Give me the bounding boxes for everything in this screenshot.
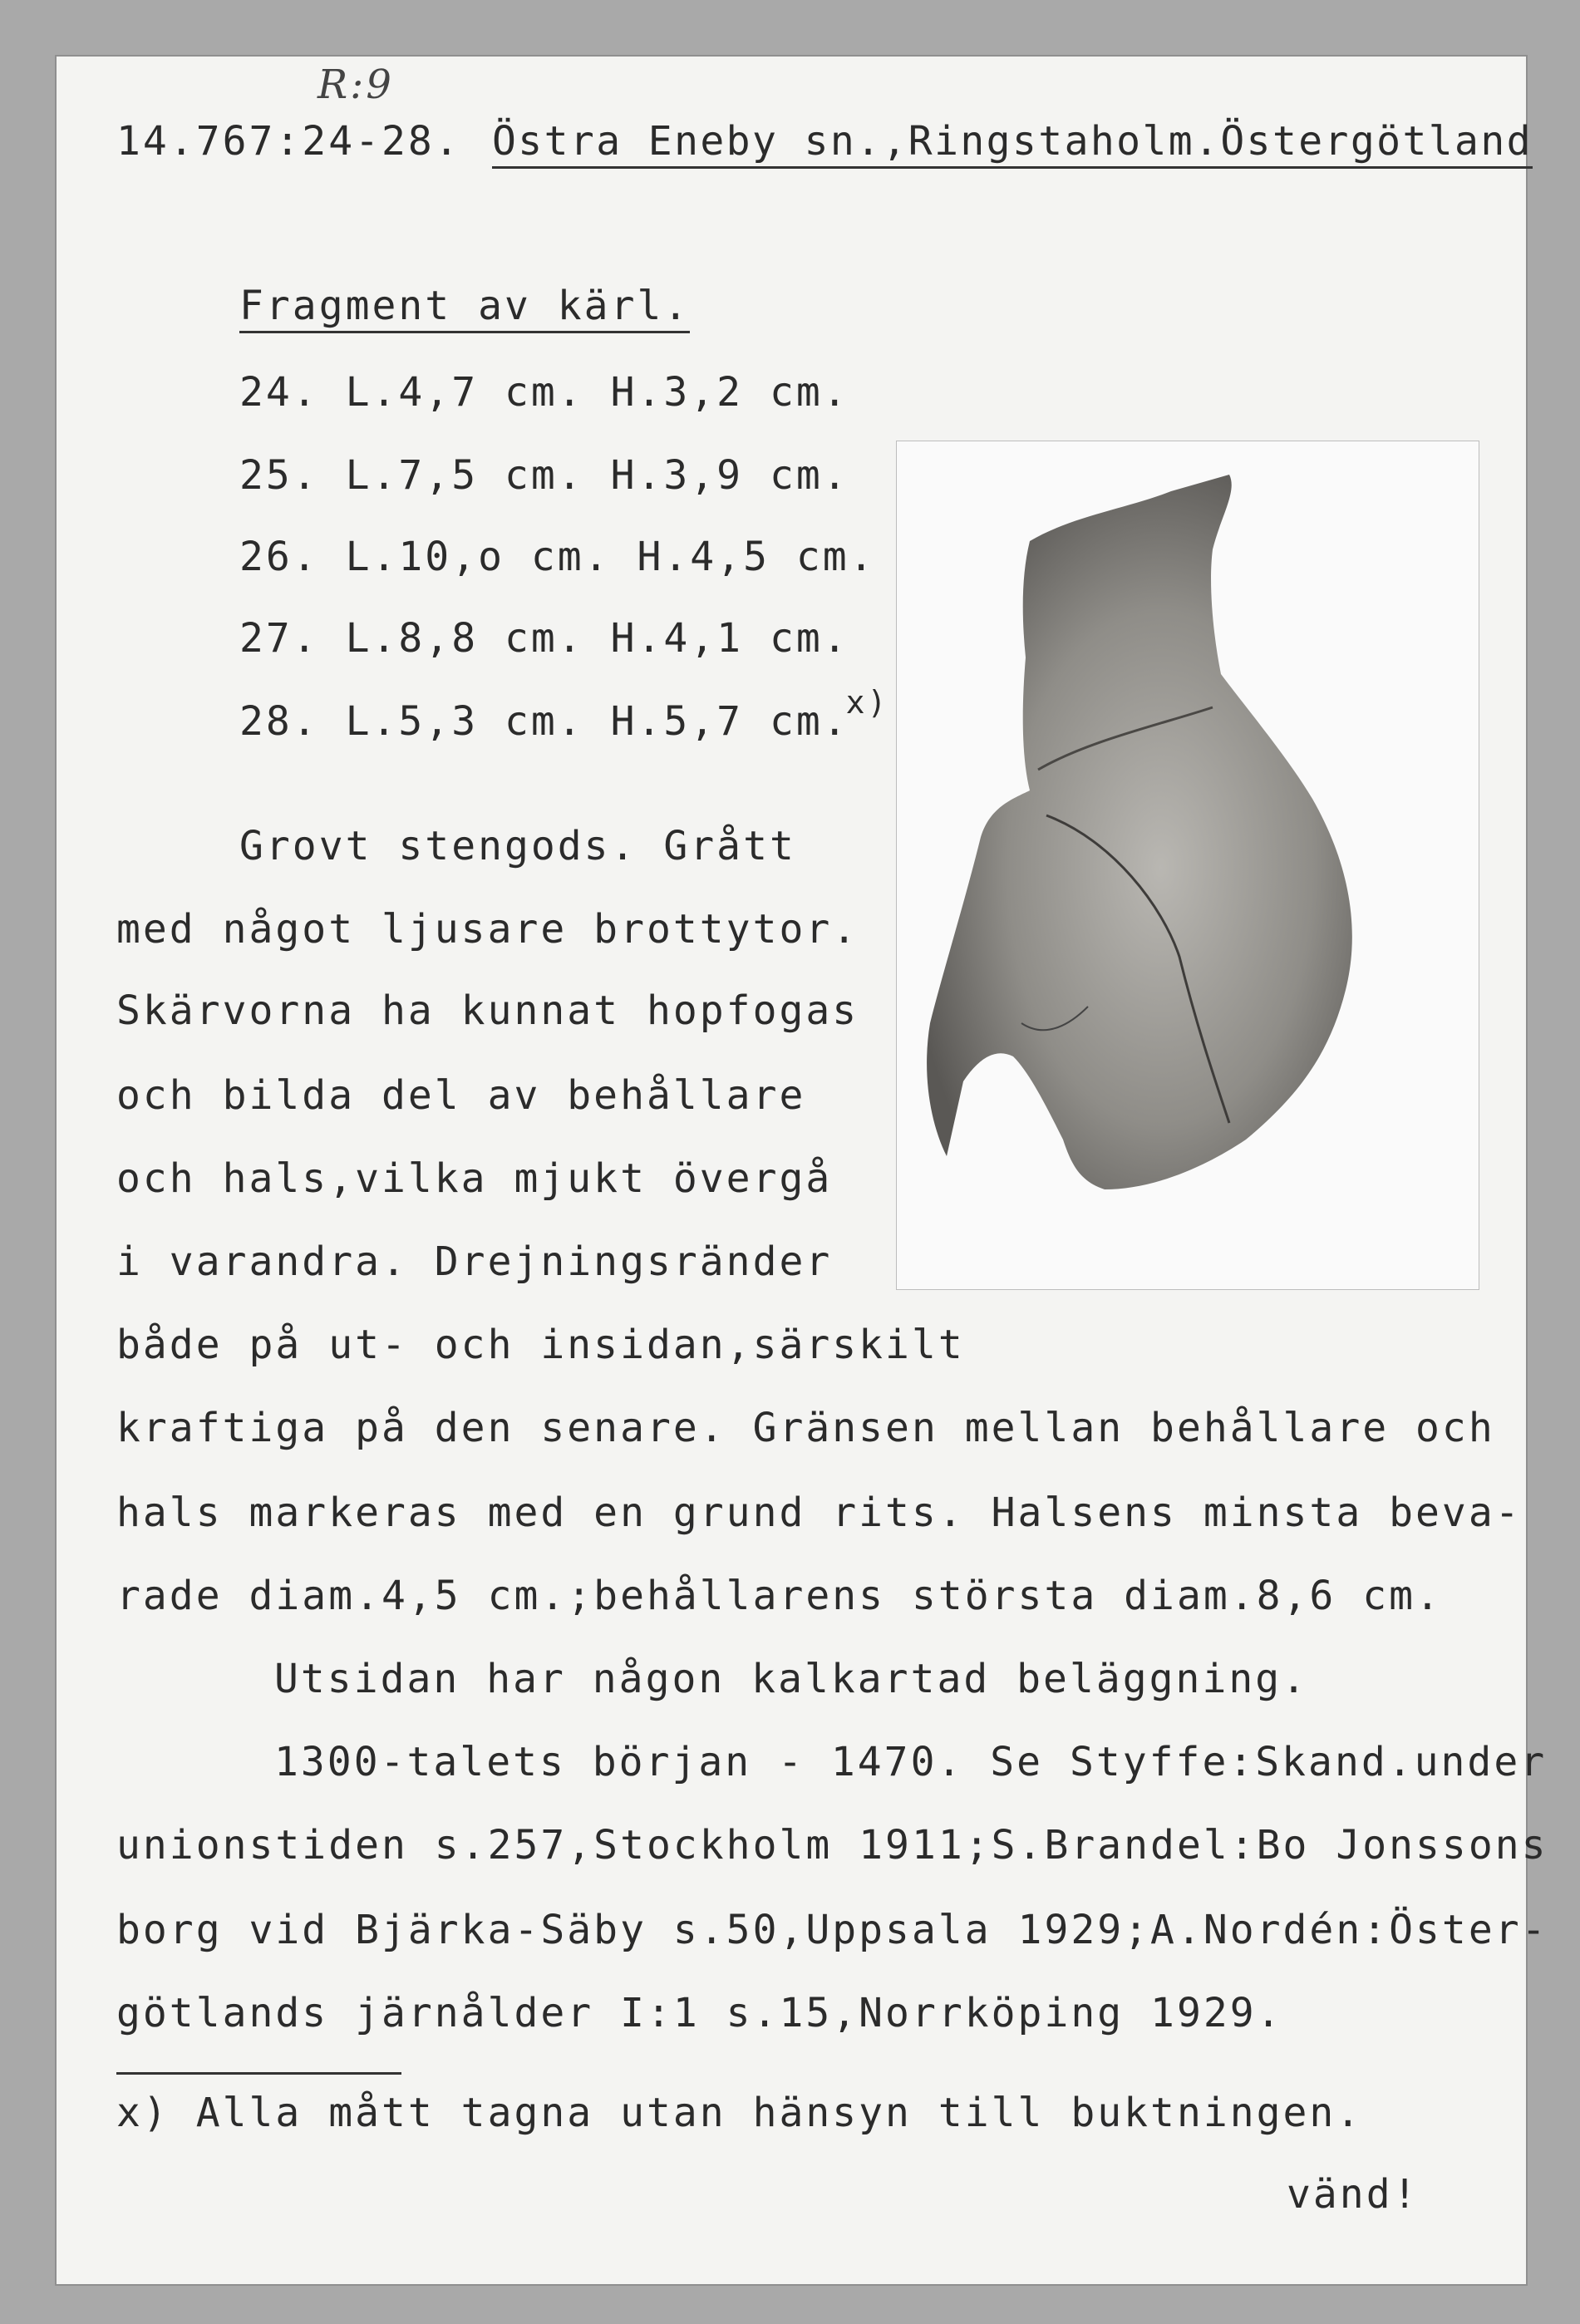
- description-line-15: götlands järnålder I:1 s.15,Norrköping 1929.: [116, 1990, 1283, 2036]
- description-line-5: och hals,vilka mjukt övergå: [116, 1155, 833, 1202]
- footnote: x) Alla mått tagna utan hänsyn till buktningen.: [116, 2090, 1363, 2136]
- footnote-marker: x): [845, 684, 889, 721]
- turn-over-note: vänd!: [1287, 2171, 1420, 2218]
- description-line-9: hals markeras med en grund rits. Halsens minsta beva-: [116, 1489, 1522, 1536]
- description-line-4: och bilda del av behållare: [116, 1072, 806, 1119]
- catalog-number: 14.767:24-28.: [116, 118, 461, 165]
- measurement-25: 25. L.7,5 cm. H.3,9 cm.: [239, 452, 849, 499]
- description-line-14: borg vid Bjärka-Säby s.50,Uppsala 1929;A.Nordén:Öster-: [116, 1907, 1548, 1953]
- vessel-fragment-image: [897, 441, 1479, 1289]
- description-line-12: 1300-talets början - 1470. Se Styffe:Skand.under: [274, 1739, 1548, 1785]
- measurement-26: 26. L.10,o cm. H.4,5 cm.: [239, 534, 876, 580]
- find-location: Östra Eneby sn.,Ringstaholm.Östergötland: [492, 116, 1533, 169]
- description-line-10: rade diam.4,5 cm.;behållarens största diam.8,6 cm.: [116, 1573, 1442, 1619]
- description-line-1: Grovt stengods. Grått: [239, 823, 796, 869]
- measurement-28-text: 28. L.5,3 cm. H.5,7 cm.: [239, 698, 849, 745]
- description-line-13: unionstiden s.257,Stockholm 1911;S.Brandel:Bo Jonssons: [116, 1822, 1548, 1869]
- measurement-24: 24. L.4,7 cm. H.3,2 cm.: [239, 369, 849, 416]
- measurement-28: [239, 684, 892, 749]
- handwritten-reference: R:9: [317, 62, 394, 108]
- vessel-photo: [896, 441, 1479, 1290]
- description-line-2: med något ljusare brottytor.: [116, 906, 859, 953]
- description-line-11: Utsidan har någon kalkartad beläggning.: [274, 1656, 1309, 1702]
- description-line-3: Skärvorna ha kunnat hopfogas: [116, 987, 859, 1034]
- object-title: Fragment av kärl.: [239, 281, 690, 333]
- description-line-8: kraftiga på den senare. Gränsen mellan behållare och: [116, 1405, 1495, 1451]
- description-line-7: både på ut- och insidan,särskilt: [116, 1322, 965, 1368]
- measurement-27: 27. L.8,8 cm. H.4,1 cm.: [239, 615, 849, 662]
- description-line-6: i varandra. Drejningsränder: [116, 1238, 833, 1285]
- footnote-rule: [116, 2072, 401, 2075]
- vessel-body: [927, 475, 1352, 1189]
